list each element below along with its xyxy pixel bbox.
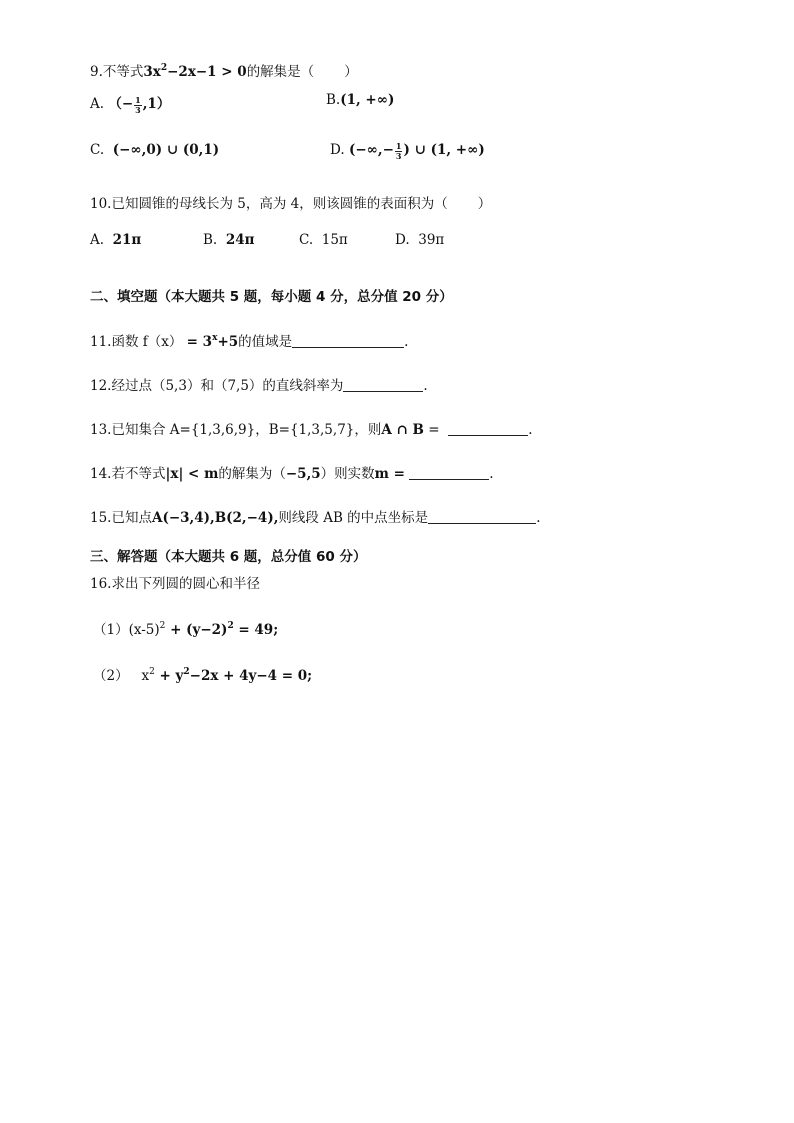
answer-blank-12[interactable]: [343, 377, 423, 392]
answer-blank-14[interactable]: [409, 465, 489, 480]
q9-stem-prefix: 9.不等式: [90, 64, 144, 80]
q9-inequality: $3x^2-2x-1 > 0$: [143, 63, 247, 80]
q10-option-a: A. 21π: [90, 232, 142, 248]
question-16-stem: 16.求出下列圆的圆心和半径: [90, 576, 260, 592]
q10-option-d: D. 39π: [395, 232, 445, 248]
q9-stem-suffix: 的解集是（: [246, 64, 315, 80]
q9-option-d: D. (−∞,− $\frac{1}{3}$ ) ∪ (1, +∞): [330, 141, 485, 161]
question-15: 15.已知点A(−3,4),B(2,−4),则线段 AB 的中点坐标是 .: [90, 510, 541, 526]
section-heading-answer: 三、解答题（本大题共 6 题，总分值 60 分）: [90, 549, 367, 565]
q10-option-b: B. 24π: [203, 232, 255, 248]
q9-close-paren: ）: [344, 64, 358, 80]
q16-part-2: （2） $x^2 + y^2-2x + 4y-4 = 0$;: [93, 667, 313, 684]
answer-blank-15[interactable]: [428, 509, 536, 524]
question-13: 13.已知集合 A={1,3,6,9}，B={1,3,5,7}，则A ∩ B = .: [90, 422, 533, 438]
section-heading-fill-blank: 二、填空题（本大题共 5 题，每小题 4 分，总分值 20 分）: [90, 289, 453, 305]
question-10-stem: 10.已知圆锥的母线长为 5，高为 4，则该圆锥的表面积为（ ）: [90, 196, 492, 212]
q9-option-b: B.(1, +∞): [326, 92, 395, 108]
fraction-one-third: $\frac{1}{3}$: [395, 141, 402, 161]
question-12: 12.经过点（5,3）和（7,5）的直线斜率为 .: [90, 378, 428, 394]
fraction-one-third: $\frac{1}{3}$: [135, 95, 141, 115]
q9-option-c: C. (−∞,0) ∪ (0,1): [90, 142, 220, 158]
answer-blank-11[interactable]: [292, 333, 404, 348]
q9-option-a: A. （− $\frac{1}{3}$ ,1）: [90, 95, 171, 115]
question-9-stem: [90, 60, 358, 80]
answer-blank-13[interactable]: [448, 421, 528, 436]
question-11: 11.函数 $f(x) = 3^x+5$的值域是 .: [90, 333, 409, 350]
question-14: 14.若不等式|x| < m的解集为（−5,5）则实数m = .: [90, 466, 494, 482]
q16-part-1: $(1)(x-5)^2 + (y-2)^2 = 49$;: [93, 621, 279, 638]
q10-option-c: C. 15π: [299, 232, 348, 248]
